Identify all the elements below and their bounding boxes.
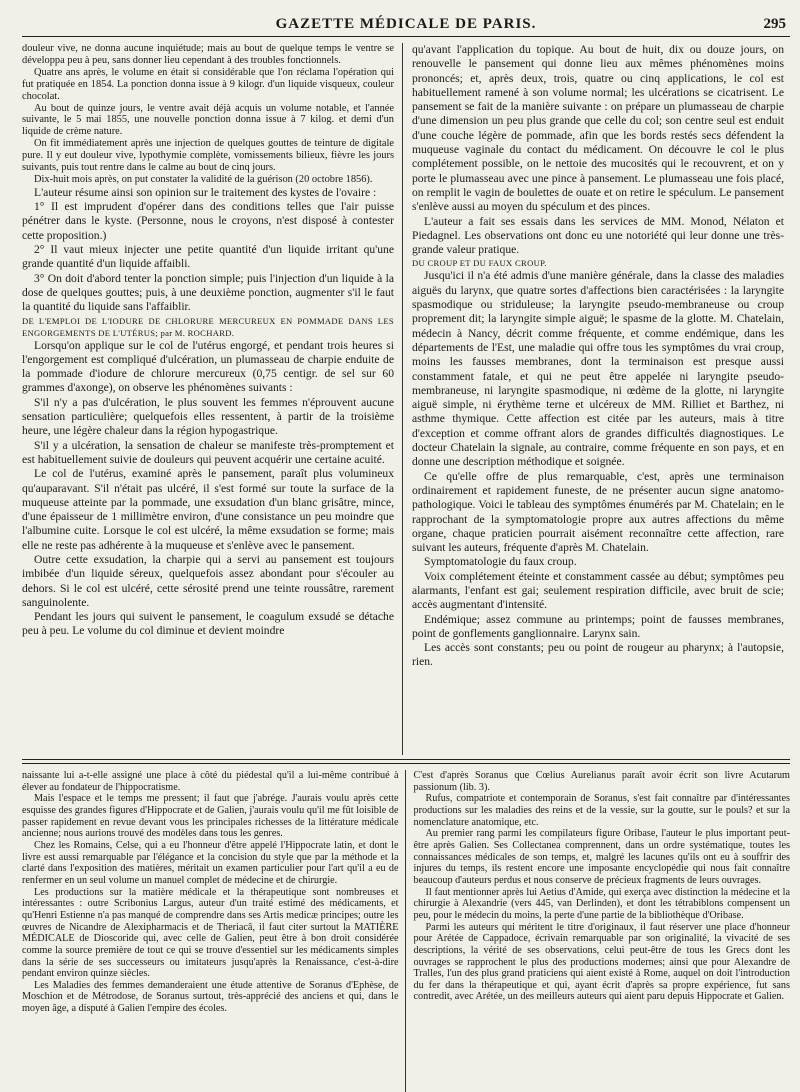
- paragraph: Lorsqu'on applique sur le col de l'utérus engorgé, et pendant trois heures si l'engorgement est compliqué d'ulcération, un plumasseau de charpie enduite de la pommade d'iodure de chlorure mercureux (0,75 centigr. de sel sur 60 grammes d'axonge), on observe les phénomènes suivants :: [22, 338, 394, 395]
- lower-left-column: [22, 770, 405, 1092]
- paragraph: Ce qu'elle offre de plus remarquable, c'est, après une terminaison ordinairement et rapidement funeste, de ne présenter aucun signe anatomo-pathologique. Voici le tableau des symptômes énumérés par M. Chatelain; en le rapprochant de la symptomatologie propre aux autres affections du même organe, chaque praticien pourrait aisément reconnaître cette affection, rare suivant les auteurs, fréquente d'après M. Chatelain.: [412, 469, 784, 555]
- paragraph: Rufus, compatriote et contemporain de Soranus, s'est fait connaître par d'intéressantes productions sur les maladies des reins et de la vessie, sur la goutte, sur le pouls? et sur la nomenclature anatomique, etc.: [413, 793, 790, 828]
- paragraph: C'est d'après Soranus que Cœlius Aurelianus paraît avoir écrit son livre Acutarum passionum (lib. 3).: [413, 770, 790, 793]
- upper-section: [22, 43, 790, 755]
- paragraph: qu'avant l'application du topique. Au bout de huit, dix ou douze jours, on renouvelle le pansement qui donne lieu aux mêmes phénomènes moins prononcés; et, après deux, trois, quatre ou cinq applications, le col est habituellement ramené à son volume normal; les ulcérations se cicatrisent. Le pansement se fait de la manière suivante : on prépare un plumasseau de charpie d'une dimension un peu plus grande que celle du col; son centre seul est enduit d'une couche légère de pommade, afin que les bords restés secs défendent la muqueuse vaginale du contact du médicament. On découvre le col le plus complétement possible, on le nettoie des mucosités qui le recouvrent, et on y porte le plumasseau avec une pince à pansement. Le plumasseau une fois placé, on remplit le vagin de boulettes de ouate et on retire le spéculum. Le pansement s'enlève aussi au moyen du spéculum et des pinces.: [412, 43, 784, 214]
- paragraph: Chez les Romains, Celse, qui a eu l'honneur d'être appelé l'Hippocrate latin, et dont le livre est aussi remarquable par l'élégance et la concision du style que par la méthode et la clarté dans l'exposition des matières, méritait un examen particulier pour l'art qu'il a eu de renfermer en un seul volume un manuel complet de médecine et de chirurgie.: [22, 839, 399, 886]
- paragraph: 1° Il est imprudent d'opérer dans des conditions telles que l'air puisse pénétrer dans le kyste. (Personne, nous le croyons, n'est disposé à contester cette proposition.): [22, 200, 394, 242]
- paragraph: Parmi les auteurs qui méritent le titre d'originaux, il faut réserver une place d'honneur pour Arétée de Cappadoce, écrivain remarquable par son originalité, la vivacité de ses descriptions, la vérité de ses observations, celui peut-être de tous les Grecs dont les ouvrages se rapprochent le plus des productions modernes; ainsi que pour Alexandre de Tralles, l'un des plus grand praticiens qui aient existé à Rome, auquel on doit l'introduction du fer dans la thérapeutique et qui, ayant écrit d'après sa propre expérience, fut sans contredit, avec Arétée, un des meilleurs auteurs qui aient paru depuis Hippocrate et Galien.: [413, 921, 790, 1003]
- section-divider-thin: [22, 763, 790, 764]
- paragraph: Les accès sont constants; peu ou point de rougeur au pharynx; à l'autopsie, rien.: [412, 641, 784, 669]
- paragraph: Voix complétement éteinte et constamment cassée au début; symptômes peu alarmants, l'enfant est gai; seulement respiration difficile, avec bruit de scie; accès augmentant d'intensité.: [412, 569, 784, 612]
- section-heading: DE L'EMPLOI DE L'IODURE DE CHLORURE MERCUREUX EN POMMADE DANS LES ENGORGEMENTS DE L'UTÉRUS; par M. ROCHARD.: [22, 315, 394, 338]
- paragraph: Outre cette exsudation, la charpie qui a servi au pansement est toujours imbibée d'un liquide séreux, quelquefois assez abondant pour s'écouler au dehors. Si le col est ulcéré, cette sérosité prend une teinte roussâtre, rarement sanguinolente.: [22, 553, 394, 609]
- paragraph: Quatre ans après, le volume en était si considérable que l'on réclama l'opération qui fut pratiquée en 1854. La ponction donna issue à 9 kilogr. d'un liquide visqueux, couleur chocolat.: [22, 66, 394, 102]
- paragraph: L'auteur résume ainsi son opinion sur le traitement des kystes de l'ovaire :: [34, 185, 377, 199]
- paragraph: Mais l'espace et le temps me pressent; il faut que j'abrége. J'aurais voulu après cette esquisse des grandes figures d'Hippocrate et de Galien, j'aurais voulu qu'il me fût loisible de passer rapidement en revue devant vous les principales richesses de la littérature médicale ancienne; nous aurions trouvé des modèles dans tous les genres.: [22, 793, 399, 840]
- paragraph: Dix-huit mois après, on put constater la validité de la guérison (20 octobre 1856).: [34, 173, 373, 185]
- paragraph: 3° On doit d'abord tenter la ponction simple; puis l'injection d'un liquide à la dose de quelques gouttes; puis, à une deuxième ponction, augmenter s'il le faut la quantité du liquide sans l'affaiblir.: [22, 271, 394, 314]
- paragraph: Il faut mentionner après lui Aetius d'Amide, qui exerça avec distinction la médecine et la chirurgie à Alexandrie (vers 445, van Derlinden), et dont les tétrabiblons compensent un peu, pour le médecin du moins, la perte d'une partie de la bibliothèque d'Oribase.: [413, 886, 790, 921]
- paragraph: Endémique; assez commune au printemps; point de fausses membranes, point de gonflements ganglionnaire. Larynx sain.: [412, 612, 784, 640]
- section-heading: DU CROUP ET DU FAUX CROUP.: [412, 258, 547, 269]
- upper-left-column: [22, 43, 402, 755]
- paragraph: Au premier rang parmi les compilateurs figure Oribase, l'auteur le plus important peut-être après Galien. Ses Collectanea comprennent, dans un ordre systématique, toutes les connaissances médicales de son temps, et, malgré les lacunes qu'ils ont eu à souffrir des injures du temps, ils restent encore une imposante encyclopédie qui nous fait connaître beaucoup d'auteurs perdus et nous conserve de précieux fragments de leurs ouvrages.: [413, 828, 790, 886]
- running-header: [22, 14, 790, 37]
- paragraph: L'auteur a fait ses essais dans les services de MM. Monod, Nélaton et Piedagnel. Les observations ont donc eu une notoriété qui leur donne une très-grande valeur pratique.: [412, 214, 784, 257]
- paragraph: Pendant les jours qui suivent le pansement, le coagulum exsudé se détache peu à peu. Le volume du col diminue et devient moindre: [22, 610, 394, 638]
- upper-right-column: [402, 43, 784, 755]
- paragraph: On fit immédiatement après une injection de quelques gouttes de teinture de digitale pure. Il y eut douleur vive, lypothymie complète, vomissements bilieux, fièvre les jours suivants, puis tout rentre dans le calme au bout de cinq jours.: [22, 138, 394, 174]
- paragraph: Les productions sur la matière médicale et la thérapeutique sont nombreuses et intéressantes : outre Scribonius Largus, auteur d'un traité estimé des médicaments, et qu'Henri Estienne n'a pas manqué de comprendre dans ses Artis medicæ principes; outre les œuvres de Nicandre de Alexipharmacis et de Theriacâ, il faut citer surtout la MATIÈRE MÉDICALE de Dioscoride qui, avec celle de Galien, peut être à bon droit considérée comme la source première de tout ce qui se trouve d'essentiel sur les médicaments simples dans la série de ses successeurs ou imitateurs jusqu'après la Renaissance, c'est-à-dire pendant environ quinze siècles.: [22, 886, 399, 980]
- journal-title: GAZETTE MÉDICALE DE PARIS.: [275, 16, 537, 32]
- paragraph: S'il n'y a pas d'ulcération, le plus souvent les femmes n'éprouvent aucune sensation particulière; quelquefois elles ressentent, à partir de la troisième heure, une légère chaleur dans la région hypogastrique.: [22, 395, 394, 438]
- paragraph: S'il y a ulcération, la sensation de chaleur se manifeste très-promptement et est habituellement suivie de douleurs qui peuvent acquérir une certaine acuité.: [22, 438, 394, 466]
- page-number: 295: [763, 16, 786, 32]
- paragraph: 2° Il vaut mieux injecter une petite quantité d'un liquide irritant qu'une grande quantité d'un liquide affaibli.: [22, 243, 394, 271]
- paragraph: douleur vive, ne donna aucune inquiétude; mais au bout de quelque temps le ventre se développa peu à peu, sans donner lieu cependant à des troubles fonctionnels.: [22, 43, 394, 66]
- paragraph: Le col de l'utérus, examiné après le pansement, paraît plus volumineux qu'auparavant. S'il n'était pas ulcéré, il s'est formé sur toute la surface de la muqueuse atteinte par la pommade, une exsudation d'un blanc grisâtre, mince, d'une épaisseur de 1 millimètre environ, d'une consistance un peu moindre que l'albumine cuite. Lorsque le col est ulcéré, la même exsudation se forme; mais elle ne reste pas adhérente à la muqueuse et s'enlève avec le pansement.: [22, 467, 394, 552]
- feuilleton-section: [22, 770, 790, 1092]
- paragraph: Au bout de quinze jours, le ventre avait déjà acquis un volume notable, et l'année suivante, le 5 mai 1855, une nouvelle ponction donna issue à 7 kilog. et demi d'un liquide de crème nature.: [22, 102, 394, 138]
- paragraph: naissante lui a-t-elle assigné une place à côté du piédestal qu'il a lui-même contribué à élever au fondateur de l'hippocratisme.: [22, 770, 399, 793]
- lower-right-column: [405, 770, 791, 1092]
- paragraph: Les Maladies des femmes demanderaient une étude attentive de Soranus d'Ephèse, de Moschion et de Métrodose, de Soranus surtout, très-apprécié des anciens et qui, dans le moyen âge, a disputé à Galien l'empire des écoles.: [22, 979, 399, 1015]
- section-divider: [22, 759, 790, 760]
- paragraph: Jusqu'ici il n'a été admis d'une manière générale, dans la classe des maladies aiguës du larynx, que quatre sortes d'affections bien caractérisées : la laryngite spasmodique ou striduleuse; la laryngite pseudo-membraneuse ou croup proprement dit; la laryngite simple aiguë; le spasme de la glotte. M. Chatelain, médecin à Nancy, décrit comme fréquente, et comme endémique, dans les départements de l'Est, une maladie qui offre tous les symptômes du vrai croup, moins les fausses membranes, dont la terminaison est presque aussi constamment fatale, et qui ne peut être appelée ni laryngite pseudo-membraneuse, ni laryngite spasmodique, ni œdème de la glotte, ni laryngite aiguë simple, ni érythème terne et ulcéreux de MM. Rilliet et Barthez, ni asthme thymique. Cette affection est citée par les auteurs, mais à titre d'exception et comme offrant alors de grandes difficultés diagnostiques. Le docteur Chatelain la signale, au contraire, comme fréquente en son pays, et en donne une description méthodique et soignée.: [412, 269, 784, 469]
- paragraph: Symptomatologie du faux croup.: [424, 555, 577, 569]
